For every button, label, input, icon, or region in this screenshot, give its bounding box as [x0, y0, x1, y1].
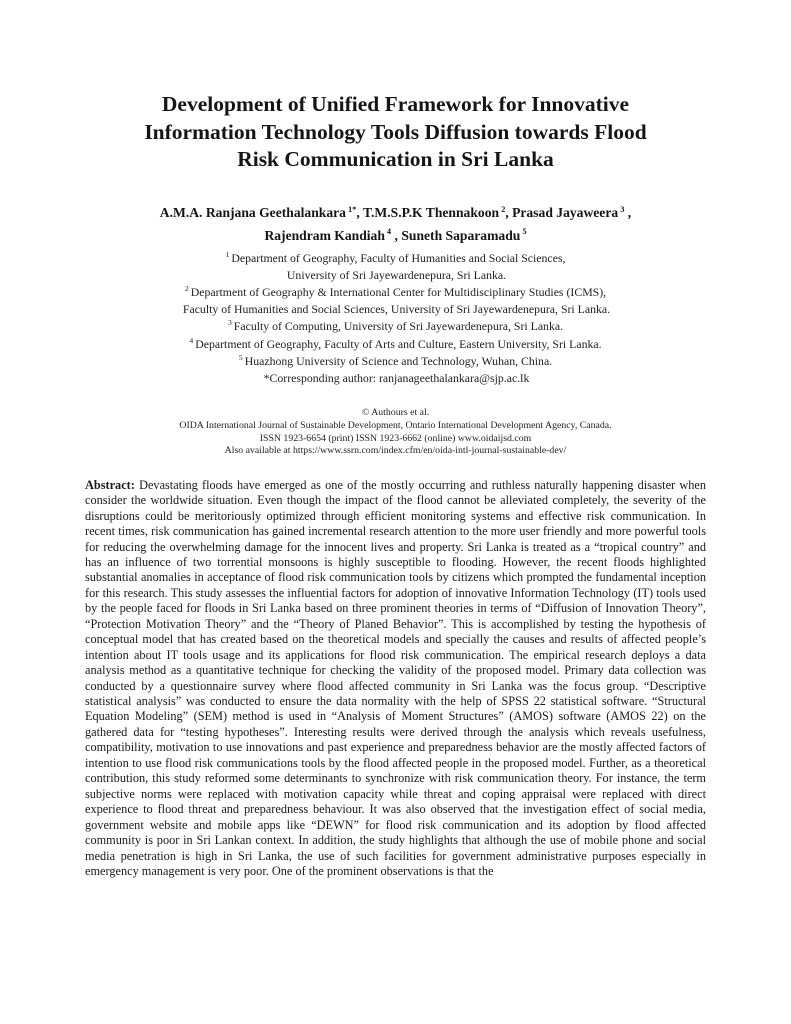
author-1-affiliation-sup: 1* [347, 203, 357, 214]
author-2 [363, 205, 512, 220]
affiliation-7-text: Huazhong University of Science and Technology, Wuhan, China. [244, 353, 553, 368]
author-2-separator: , [505, 205, 513, 221]
abstract-paragraph [85, 478, 706, 880]
author-5 [401, 228, 526, 243]
title-line-3: Risk Communication in Sri Lanka [237, 147, 554, 171]
affiliation-2-text: University of Sri Jayewardenepura, Sri Lanka. [286, 267, 507, 282]
affiliation-5-sup: 3 [227, 318, 232, 328]
title-line-1: Development of Unified Framework for Innovative [161, 92, 630, 116]
author-list [85, 200, 706, 245]
affiliation-1-text: Department of Geography, Faculty of Humanities and Social Sciences, [231, 250, 566, 265]
affiliation-7-sup: 5 [238, 352, 243, 362]
paper-title [85, 91, 706, 174]
affiliation-line-1 [85, 248, 706, 265]
author-1-separator: , [356, 205, 363, 221]
author-1-name: A.M.A. Ranjana Geethalankara [159, 205, 346, 221]
corresponding-author-text: *Corresponding author: ranjanageethalankara@sjp.ac.lk [263, 371, 530, 386]
author-3-separator: , [624, 205, 632, 221]
affiliation-6-sup: 4 [189, 335, 194, 345]
affiliation-line-2 [85, 265, 706, 282]
author-4-affiliation-sup: 4 [386, 226, 392, 237]
author-4 [264, 228, 401, 243]
corresponding-author-line [85, 368, 706, 385]
author-4-separator: , [391, 227, 402, 243]
affiliation-line-4 [85, 299, 706, 316]
author-3 [512, 205, 631, 220]
abstract-label: Abstract: [85, 477, 135, 492]
availability-line: Also available at https://www.ssrn.com/index.cfm/en/oida-intl-journal-sustainable-dev/ [224, 445, 567, 457]
author-2-name: T.M.S.P.K Thennakoon [362, 205, 500, 221]
affiliation-6-text: Department of Geography, Faculty of Arts and Culture, Eastern University, Sri Lanka. [195, 336, 602, 351]
affiliation-1-sup: 1 [225, 249, 230, 259]
author-1 [160, 205, 363, 220]
affiliation-3-text: Department of Geography & International Center for Multidisciplinary Studies (ICMS), [190, 284, 607, 299]
journal-line: OIDA International Journal of Sustainable Development, Ontario International Development Agency, Canada. [179, 419, 612, 431]
author-3-affiliation-sup: 3 [620, 203, 625, 214]
affiliation-3-sup: 2 [184, 284, 189, 293]
abstract-text: Devastating floods have emerged as one of the mostly occurring and ruthless naturally happening disaster when consider the worldwide situation. Even though the impact of the flood cannot be alleviated completely, the severity of the disruptions could be meritoriously optimized through efficient monitoring systems and effective risk communication. In recent times, risk communication has gained incremental research attention to the more user friendly and more powerful tools for reducing the overwhelming damage for the innocent lives and property. Sri Lanka is treated as a “tropical country” and has an influence of two torrential monsoons is highly susceptible to flooding. However, the recent floods highlighted substantial anomalies in acceptance of flood risk communication tools by citizens which prompted the fundamental inception for this research. This study assesses the influential factors for adoption of innovative Information Technology (IT) tools used by the people faced for floods in Sri Lanka based on three prominent theories in terms of “Diffusion of Innovation Theory”, “Protection Motivation Theory” and the “Theory of Planed Behavior”. This is accomplished by testing the hypothesis of conceptual model that has created based on the theoretical models and specially the causes and results of affected people’s intention about IT tools usage and its applications for flood risk communication. The empirical research deploys a data analysis method as a quantitative technique for checking the validity of the proposed model. Primary data collection was conducted by a questionnaire survey where flood affected community in Sri Lanka was the focus group. “Descriptive statistical analysis” was conducted to ensure the data normality with the help of SPSS 22 statistical software. “Structural Equation Modeling” (SEM) method is used in “Analysis of Moment Structures” (AMOS) software (AMOS 22) on the gathered data for “testing hypotheses”. Interesting results were derived through the analysis which reveals usefulness, compatibility, motivation to use innovations and past experience and preparedness behavior are the mostly affected factors of intention to use flood risk communications tools by the flood affected people in the proposed model. Further, as a theoretical contribution, this study reformed some determinants to synchronize with risk communication theory. For instance, the term subjective norms were replaced with motivation capacity while threat and coping appraisal were replaced with direct experience to flood threat and preparedness behaviour. It was also observed that the investigation effect of social media, government website and mobile apps like “DEWN” for flood risk communication and its adoption by flood affected community is poor in Sri Lankan context. In addition, the study highlights that although the use of mobile phone and social media penetration is high in Sri Lanka, the use of such facilities for government administrative purposes especially in emergency management is very poor. One of the prominent observations is that the [85, 477, 706, 879]
affiliation-line-3 [85, 282, 706, 299]
affiliation-5-text: Faculty of Computing, University of Sri Jayewardenepura, Sri Lanka. [233, 319, 564, 334]
copyright-line: © Authours et al. [361, 407, 430, 419]
title-line-2: Information Technology Tools Diffusion towards Flood [144, 119, 647, 144]
author-5-affiliation-sup: 5 [522, 226, 527, 237]
issn-line: ISSN 1923-6654 (print) ISSN 1923-6662 (online) www.oidaijsd.com [259, 432, 532, 444]
affiliation-line-5 [85, 316, 706, 333]
author-4-name: Rajendram Kandiah [264, 227, 385, 243]
publisher-block [85, 407, 706, 457]
author-3-name: Prasad Jayaweera [512, 205, 619, 221]
affiliation-line-6 [85, 334, 706, 351]
affiliation-line-7 [85, 351, 706, 368]
affiliation-4-text: Faculty of Humanities and Social Sciences, University of Sri Jayewardenepura, Sri Lanka. [182, 302, 611, 317]
affiliations-block [85, 248, 706, 386]
author-2-affiliation-sup: 2 [501, 203, 506, 214]
author-5-name: Suneth Saparamadu [401, 227, 521, 243]
